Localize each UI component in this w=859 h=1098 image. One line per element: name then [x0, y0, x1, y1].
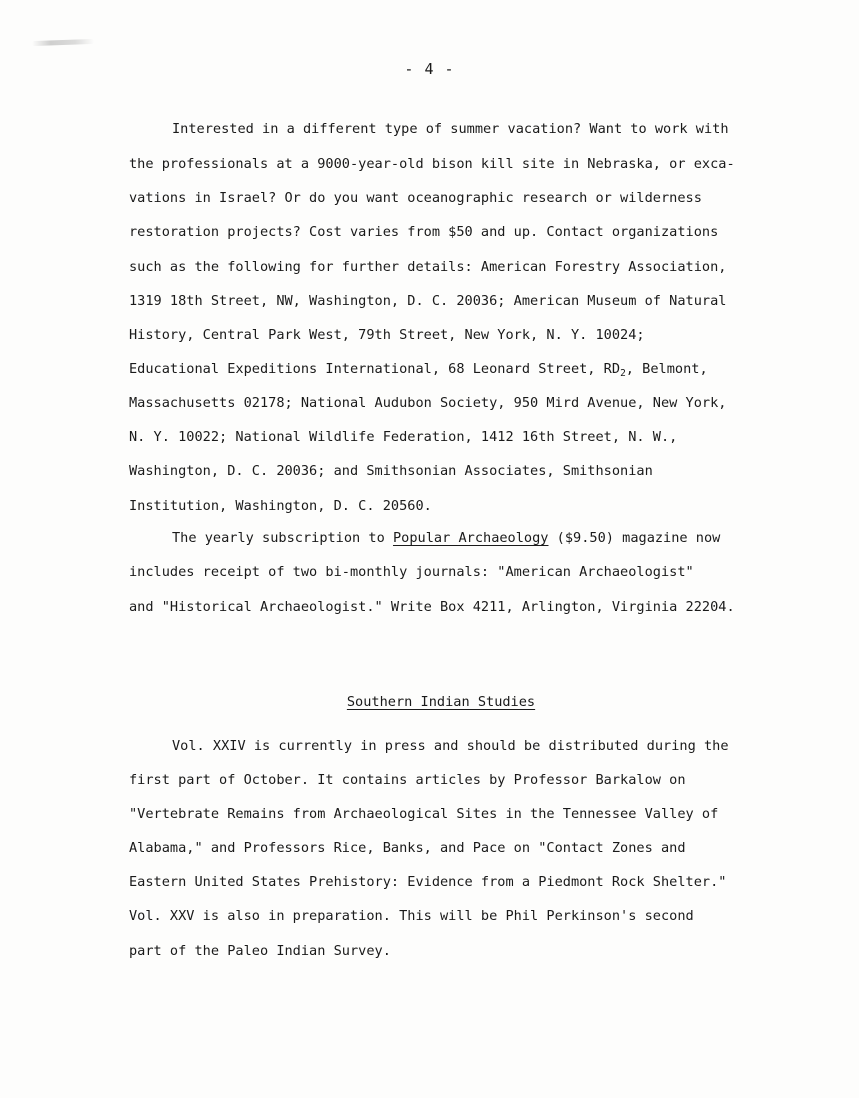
text-line: and "Historical Archaeologist." Write Box 4211, Arlington, Virginia 22204.: [129, 599, 735, 615]
subscript: 2: [620, 368, 626, 379]
text-line: [172, 529, 812, 547]
text-segment: The yearly subscription to: [172, 530, 393, 546]
text-line: [129, 360, 769, 383]
text-line: Alabama," and Professors Rice, Banks, and Pace on "Contact Zones and: [129, 840, 686, 856]
text-line: Vol. XXIV is currently in press and should be distributed during the: [172, 738, 729, 754]
magazine-title: Popular Archaeology: [392, 530, 549, 546]
text-line: such as the following for further details: American Forestry Association,: [129, 259, 727, 275]
text-segment: ($9.50) magazine now: [548, 530, 721, 546]
text-line: History, Central Park West, 79th Street, New York, N. Y. 10024;: [129, 327, 645, 343]
text-line: restoration projects? Cost varies from $50 and up. Contact organizations: [129, 224, 719, 240]
text-line: Vol. XXV is also in preparation. This will be Phil Perkinson's second: [129, 908, 694, 924]
page-number: - 4 -: [404, 60, 455, 78]
text-line: Washington, D. C. 20036; and Smithsonian Associates, Smithsonian: [129, 463, 653, 479]
text-line: N. Y. 10022; National Wildlife Federation, 1412 16th Street, N. W.,: [129, 429, 678, 445]
text-line: 1319 18th Street, NW, Washington, D. C. 20036; American Museum of Natural: [129, 293, 727, 309]
text-segment: , Belmont,: [625, 361, 708, 377]
text-segment: Educational Expeditions International, 68 Leonard Street, RD: [129, 361, 621, 377]
paper-smudge: [32, 39, 94, 46]
text-line: "Vertebrate Remains from Archaeological Sites in the Tennessee Valley of: [129, 806, 719, 822]
text-line: includes receipt of two bi-monthly journals: "American Archaeologist": [129, 564, 694, 580]
text-line: Institution, Washington, D. C. 20560.: [129, 498, 432, 514]
text-line: Interested in a different type of summer vacation? Want to work with: [172, 121, 729, 137]
text-line: the professionals at a 9000-year-old bison kill site in Nebraska, or exca-: [129, 156, 735, 172]
text-line: Eastern United States Prehistory: Evidence from a Piedmont Rock Shelter.": [129, 874, 727, 890]
text-line: vations in Israel? Or do you want oceanographic research or wilderness: [129, 190, 702, 206]
section-heading-text: Southern Indian Studies: [346, 694, 536, 710]
text-line: Massachusetts 02178; National Audubon Society, 950 Mird Avenue, New York,: [129, 395, 727, 411]
section-heading: [0, 693, 859, 711]
text-line: part of the Paleo Indian Survey.: [129, 943, 391, 959]
text-line: first part of October. It contains articles by Professor Barkalow on: [129, 772, 686, 788]
